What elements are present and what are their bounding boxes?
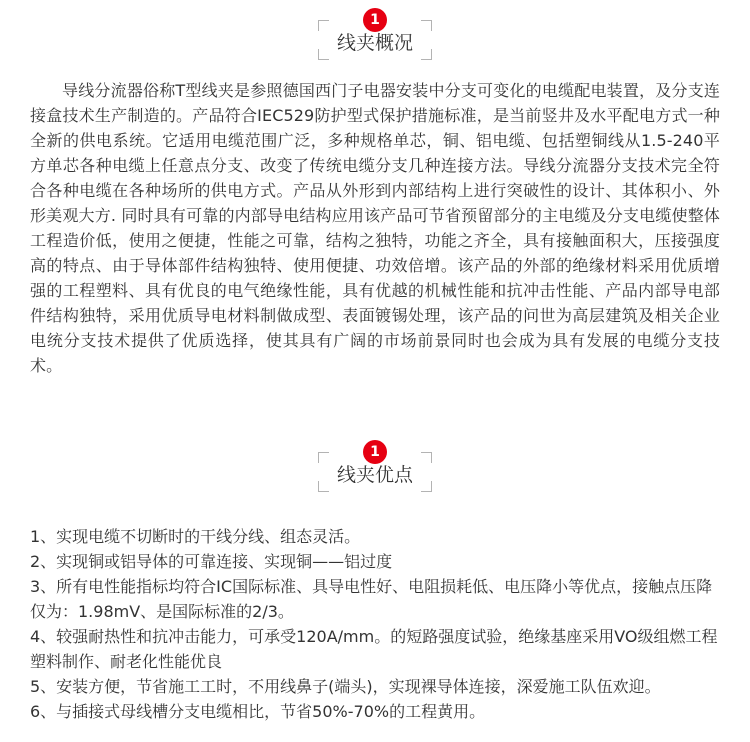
list-item: 5、安装方便，节省施工工时，不用线鼻子(端头)，实现裸导体连接，深爱施工队伍欢迎。: [30, 677, 661, 696]
advantages-list: [30, 524, 720, 724]
list-item: 3、所有电性能指标均符合IC国际标准、具导电性好、电阻损耗低、电压降小等优点，接触点压降仅为：1.98mV、是国际标准的2/3。: [30, 577, 713, 621]
number-badge: 1: [363, 8, 387, 32]
section-title: 线夹概况: [336, 32, 413, 54]
list-item: 6、与插接式母线槽分支电缆相比，节省50%-70%的工程黄用。: [30, 702, 486, 721]
title-frame: [318, 452, 432, 492]
list-item: 4、较强耐热性和抗冲击能力，可承受120A/mm。的短路强度试验，绝缘基座采用VO级组燃工程塑料制作、耐老化性能优良: [30, 627, 718, 671]
title-frame: [318, 20, 432, 60]
overview-paragraph: 导线分流器俗称T型线夹是参照德国西门子电器安装中分支可变化的电缆配电装置，及分支连接盒技术生产制造的。产品符合IEC529防护型式保护措施标准，是当前竖井及水平配电方式一种全新的供电系统。它适用电缆范围广泛，多种规格单芯，铜、铝电缆、包括塑铜线从1.5-240平方单芯各种电缆上任意点分支、改变了传统电缆分支几种连接方法。导线分流器分支技术完全符合各种电缆在各种场所的供电方式。产品从外形到内部结构上进行突破性的设计、其体积小、外形美观大方. 同时具有可靠的内部导电结构应用该产品可节省预留部分的主电缆及分支电缆使整体工程造价低，使用之便捷，性能之可靠，结构之独特，功能之齐全，具有接触面积大，压接强度高的特点、由于导体部件结构独特、使用便捷、功效倍增。该产品的外部的绝缘材料采用优质增强的工程塑料、具有优良的电气绝缘性能，具有优越的机械性能和抗冲击性能、产品内部导电部件结构独特，采用优质导电材料制做成型、表面镀锡处理，该产品的问世为高层建筑及相关企业电统分支技术提供了优质选择，使其具有广阔的市场前景同时也会成为具有发展的电缆分支技术。: [30, 81, 720, 375]
list-item: 2、实现铜或铝导体的可靠连接、实现铜——铝过度: [30, 552, 393, 571]
list-item: 1、实现电缆不切断时的干线分线、组态灵活。: [30, 527, 361, 546]
section-header-overview: [0, 8, 750, 78]
section-title: 线夹优点: [336, 464, 413, 486]
section-header-advantages: [0, 440, 750, 510]
number-badge: 1: [363, 440, 387, 464]
